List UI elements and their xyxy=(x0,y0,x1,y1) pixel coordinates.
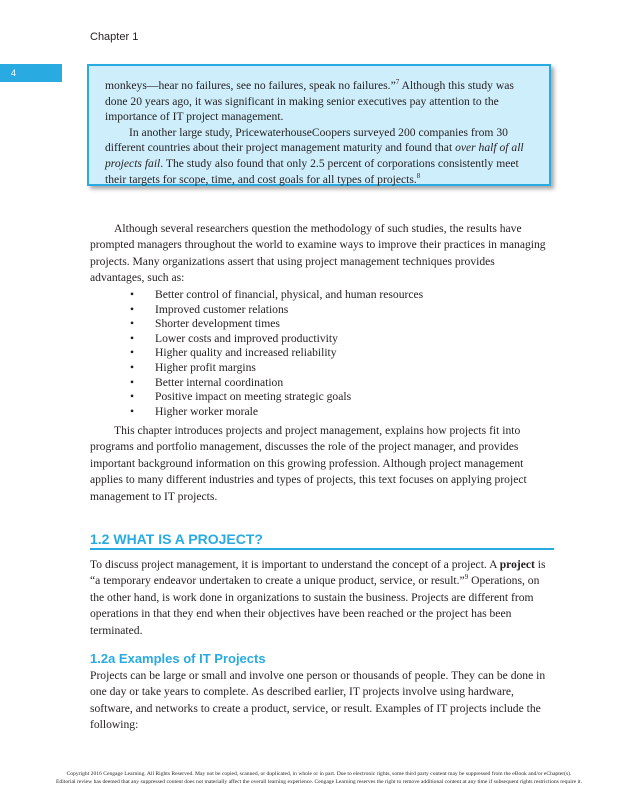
section-heading: 1.2 WHAT IS A PROJECT? xyxy=(90,531,554,550)
footnote-ref-9[interactable]: 9 xyxy=(464,573,469,582)
callout-paragraph-1: monkeys—hear no failures, see no failures, speak no failures.”$^7$ Although this study was done 20 years ago, it was significant in making senior executives pay attention to the importance of IT project management. xyxy=(105,78,514,124)
project-definition-paragraph: To discuss project management, it is important to understand the concept of a project. A project is “a temporary endeavor undertaken to create a unique product, service, or result.”$^9$ Operations, on the other hand, is work done in organizations to sustain the business. Projects are different from operations in that they end when their objectives have been reached or the project has been terminated. xyxy=(90,558,546,637)
it-projects-paragraph: Projects can be large or small and involve one person or thousands of people. They can be done in one day or take years to complete. As described earlier, IT projects involve using hardware, software, and networks to create a product, service, or result. Examples of IT projects include the following: xyxy=(90,669,546,732)
list-item: • Improved customer relations xyxy=(130,302,289,316)
intro-paragraph: Although several researchers question the methodology of such studies, the results have prompted managers throughout the world to examine ways to improve their practices in managing projects. Many organizations assert that using project management techniques provides advantages, such as: xyxy=(90,222,546,285)
list-item: • Positive impact on meeting strategic goals xyxy=(130,390,352,404)
list-item: • Lower costs and improved productivity xyxy=(130,331,338,345)
advantages-list xyxy=(130,288,423,419)
chapter-label: Chapter 1 xyxy=(90,31,139,43)
chapter-overview-paragraph: This chapter introduces projects and project management, explains how projects fit into programs and portfolio management, discusses the role of the project manager, and provides important background information on this growing profession. Although project management applies to many different industries and types of projects, this text focuses on applying project management to IT projects. xyxy=(90,424,527,503)
quote-callout-box xyxy=(87,64,551,186)
list-item: • Higher worker morale xyxy=(130,404,259,418)
copyright-footer: Copyright 2016 Cengage Learning. All Rights Reserved. May not be copied, scanned, or duplicated, in whole or in part. Due to electronic rights, some third party content may be suppressed from the eBook and/or eChapter(s). Editorial review has deemed that any suppressed content does not materially affect the overall learning experience. Cengage Learning reserves the right to remove additional content at any time if subsequent rights restrictions require it. xyxy=(56,771,582,785)
footnote-ref-7[interactable]: 7 xyxy=(395,78,400,87)
list-item: • Higher quality and increased reliability xyxy=(130,346,337,360)
subsection-heading: 1.2a Examples of IT Projects xyxy=(90,651,266,666)
list-item: • Better internal coordination xyxy=(130,375,284,389)
list-item: • Higher profit margins xyxy=(130,360,256,374)
page-number-tab: 4 xyxy=(0,64,62,82)
list-item: • Shorter development times xyxy=(130,317,280,331)
footnote-ref-8[interactable]: 8 xyxy=(416,171,421,180)
list-item: • Better control of financial, physical, and human resources xyxy=(130,288,424,301)
project-term: project xyxy=(499,558,535,571)
callout-paragraph-2: In another large study, PricewaterhouseCoopers surveyed 200 companies from 30 different countries about their project management maturity and found that over half of all projects fail. The study also found that only 2.5 percent of corporations consistently meet their targets for scope, time, and cost goals for all types of projects.$^8$ xyxy=(105,125,524,186)
